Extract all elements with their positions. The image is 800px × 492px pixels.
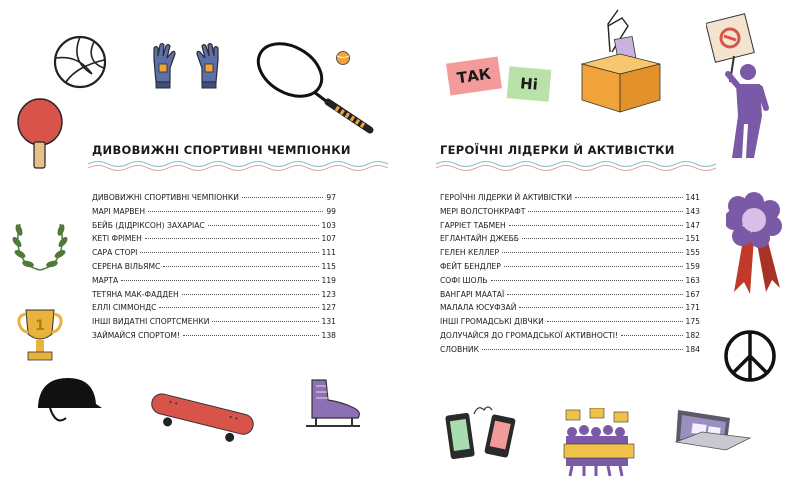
toc-entry-page: 123 <box>321 289 336 299</box>
toc-leader-dots <box>621 335 682 336</box>
toc-leader-dots <box>182 294 319 295</box>
toc-entry-page: 97 <box>326 193 336 202</box>
laurel-wreath-icon <box>10 210 70 274</box>
volleyball-icon <box>52 34 108 90</box>
left-toc-entry[interactable] <box>92 301 336 315</box>
left-toc-entry[interactable] <box>92 260 336 274</box>
toc-entry-page: 131 <box>321 317 336 327</box>
ice-skate-icon <box>302 378 366 432</box>
toc-entry-page: 182 <box>685 330 700 340</box>
left-toc-entry[interactable] <box>92 274 336 288</box>
gloves-icon <box>148 42 224 92</box>
toc-leader-dots <box>575 197 682 198</box>
left-toc-entry[interactable] <box>92 315 336 329</box>
toc-entry-title: МАЛАЛА ЮСУФЗАЙ <box>440 303 517 313</box>
right-toc-entry[interactable] <box>440 205 700 219</box>
protester-icon <box>706 12 772 162</box>
toc-leader-dots <box>145 238 319 239</box>
toc-entry-page: 143 <box>685 206 700 216</box>
riding-helmet-icon <box>32 374 104 430</box>
toc-entry-title: ФЕЙТ БЕНДЛЕР <box>440 261 501 271</box>
right-toc-list <box>440 191 700 357</box>
toc-entry-title: МЕРІ ВОЛСТОНКРАФТ <box>440 206 526 216</box>
rosette-icon <box>726 192 782 302</box>
toc-entry-title: ІНШІ ГРОМАДСЬКІ ДІВЧКИ <box>440 317 544 327</box>
toc-entry-title: БЕЙБ (ДІДРІКСОН) ЗАХАРІАС <box>92 220 205 230</box>
left-toc-entry[interactable] <box>92 246 336 260</box>
right-toc-entry[interactable] <box>440 301 700 315</box>
toc-entry-title: ДИВОВИЖНІ СПОРТИВНІ ЧЕМПІОНКИ <box>92 193 239 202</box>
right-toc-entry[interactable] <box>440 288 700 302</box>
right-toc-entry[interactable] <box>440 315 700 329</box>
toc-leader-dots <box>183 335 319 336</box>
toc-entry-page: 175 <box>685 317 700 327</box>
right-toc-entry[interactable] <box>440 260 700 274</box>
toc-entry-page: 155 <box>685 248 700 258</box>
left-toc-entry[interactable] <box>92 191 336 205</box>
toc-entry-title: КЕТІ ФРІМЕН <box>92 234 142 244</box>
toc-entry-title: ЕГЛАНТАЙН ДЖЕББ <box>440 234 520 244</box>
left-toc-entry[interactable] <box>92 329 336 343</box>
no-card-label: Ні <box>519 74 539 94</box>
toc-leader-dots <box>163 266 318 267</box>
toc-entry-page: 103 <box>321 220 336 230</box>
toc-entry-page: 159 <box>685 261 700 271</box>
toc-entry-page: 127 <box>321 303 336 313</box>
toc-entry-title: СОФІ ШОЛЬ <box>440 275 488 285</box>
toc-entry-page: 147 <box>685 220 700 230</box>
toc-entry-page: 138 <box>321 330 336 340</box>
right-toc-entry[interactable] <box>440 246 700 260</box>
toc-entry-title: МАРІ МАРВЕН <box>92 206 146 216</box>
phones-icon <box>444 402 524 464</box>
toc-entry-page: 141 <box>685 193 700 202</box>
toc-leader-dots <box>509 225 683 226</box>
ballot-box-icon <box>578 8 664 118</box>
skateboard-icon <box>146 392 258 446</box>
toc-entry-title: МАРТА <box>92 275 119 285</box>
peace-sign-icon <box>722 328 778 384</box>
yes-card <box>446 57 502 96</box>
tennis-racket-icon <box>252 38 382 138</box>
toc-entry-page: 99 <box>326 206 336 216</box>
right-toc-entry[interactable] <box>440 329 700 343</box>
toc-entry-page: 184 <box>685 344 700 354</box>
right-toc-entry[interactable] <box>440 343 700 357</box>
toc-leader-dots <box>482 349 683 350</box>
toc-leader-dots <box>491 280 683 281</box>
right-title-underline <box>434 158 724 172</box>
right-toc-entry[interactable] <box>440 219 700 233</box>
laptop-icon <box>672 406 754 466</box>
toc-entry-page: 119 <box>321 275 336 285</box>
toc-leader-dots <box>148 211 323 212</box>
toc-entry-title: ДОЛУЧАЙСЯ ДО ГРОМАДСЬКОЇ АКТИВНОСТІ! <box>440 330 619 340</box>
toc-entry-page: 163 <box>685 275 700 285</box>
toc-entry-title: ВАНГАРІ МААТАЇ <box>440 289 505 299</box>
right-section-title: ГЕРОЇЧНІ ЛІДЕРКИ Й АКТИВІСТКИ <box>440 143 675 157</box>
toc-entry-title: ГЕЛЕН КЕЛЛЕР <box>440 248 500 258</box>
yes-card-label: ТАК <box>455 64 493 88</box>
toc-leader-dots <box>504 266 683 267</box>
toc-entry-page: 115 <box>321 261 336 271</box>
toc-entry-page: 111 <box>321 248 336 258</box>
left-toc-entry[interactable] <box>92 288 336 302</box>
toc-entry-title: ГЕРОЇЧНІ ЛІДЕРКИ Й АКТИВІСТКИ <box>440 193 573 202</box>
right-toc-entry[interactable] <box>440 232 700 246</box>
toc-entry-page: 171 <box>685 303 700 313</box>
left-toc-entry[interactable] <box>92 205 336 219</box>
svg-text:1: 1 <box>35 318 45 334</box>
toc-entry-page: 107 <box>321 234 336 244</box>
left-section-title: ДИВОВИЖНІ СПОРТИВНІ ЧЕМПІОНКИ <box>92 143 351 157</box>
tennis-ball-icon <box>335 50 351 66</box>
toc-leader-dots <box>140 252 318 253</box>
toc-leader-dots <box>212 321 318 322</box>
toc-leader-dots <box>208 225 319 226</box>
toc-entry-title: ЕЛЛІ СІММОНДС <box>92 303 157 313</box>
toc-entry-title: САРА СТОРІ <box>92 248 138 258</box>
toc-leader-dots <box>522 238 682 239</box>
toc-leader-dots <box>507 294 682 295</box>
left-toc-list <box>92 191 336 343</box>
toc-leader-dots <box>502 252 682 253</box>
toc-leader-dots <box>519 307 682 308</box>
left-toc-entry[interactable] <box>92 219 336 233</box>
crowd-banner-icon <box>562 408 636 478</box>
toc-entry-title: СЛОВНИК <box>440 344 479 354</box>
right-toc-entry[interactable] <box>440 191 700 205</box>
toc-leader-dots <box>547 321 683 322</box>
left-title-underline <box>86 158 396 172</box>
toc-leader-dots <box>121 280 318 281</box>
toc-entry-title: ГАРРІЄТ ТАБМЕН <box>440 220 506 230</box>
ping-pong-paddle-icon <box>16 98 68 174</box>
toc-leader-dots <box>528 211 682 212</box>
toc-entry-page: 167 <box>685 289 700 299</box>
toc-entry-title: СЕРЕНА ВІЛЬЯМС <box>92 261 161 271</box>
toc-entry-page: 151 <box>685 234 700 244</box>
toc-entry-title: ТЕТЯНА МАК-ФАДДЕН <box>92 289 179 299</box>
toc-entry-title: ІНШІ ВИДАТНІ СПОРТСМЕНКИ <box>92 317 210 327</box>
toc-entry-title: ЗАЙМАЙСЯ СПОРТОМ! <box>92 330 180 340</box>
left-toc-entry[interactable] <box>92 232 336 246</box>
toc-leader-dots <box>159 307 318 308</box>
right-toc-entry[interactable] <box>440 274 700 288</box>
no-card <box>507 66 552 102</box>
toc-leader-dots <box>242 197 323 198</box>
trophy-icon <box>14 306 66 368</box>
